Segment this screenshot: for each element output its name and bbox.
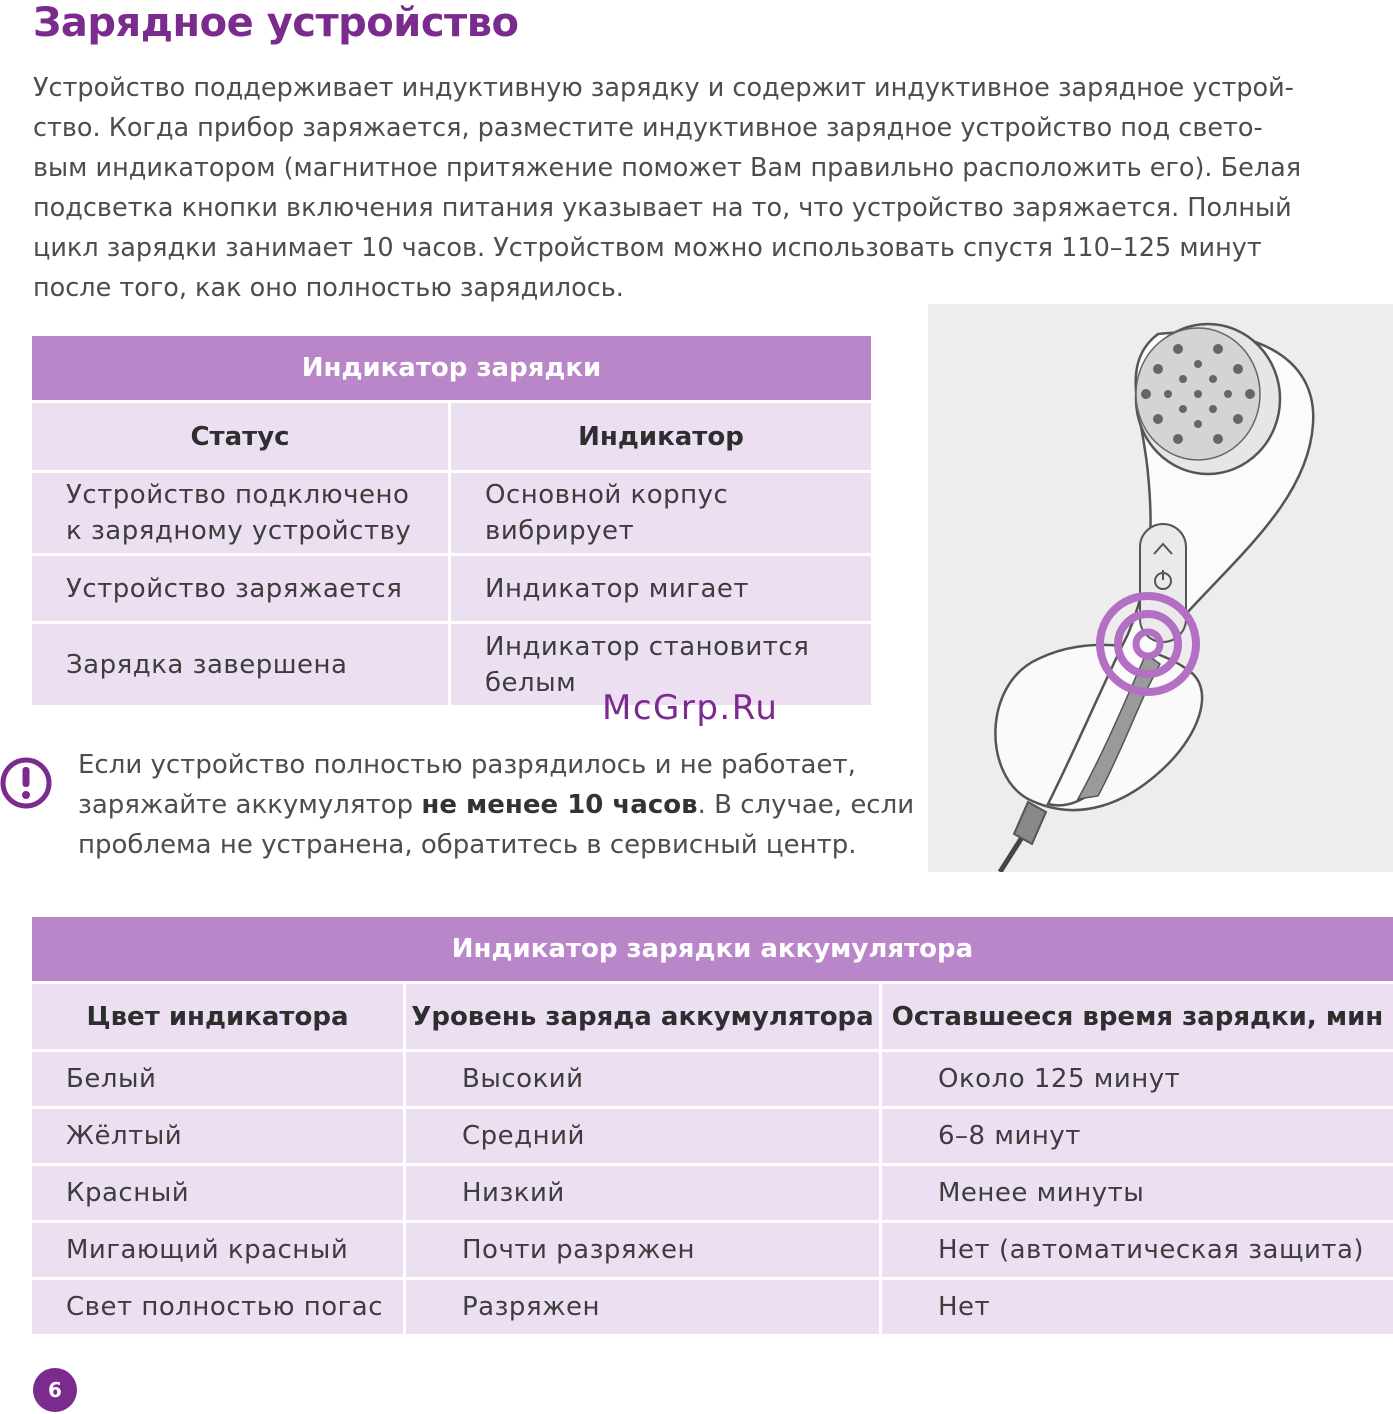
table-row [32,1109,1393,1166]
warning-text: заряжайте аккумулятор [78,790,422,820]
cell-line: Устройство подключено [66,480,410,510]
color-cell: Свет полностью погас [32,1280,406,1334]
column-header-status: Статус [32,403,451,473]
cell-line: Устройство заряжается [66,573,403,604]
column-header-level: Уровень заряда аккумулятора [406,984,882,1052]
intro-line: вым индикатором (магнитное притяжение поможет Вам правильно расположить его). Белая [33,153,1302,183]
intro-line: подсветка кнопки включения питания указывает на то, что устройство заряжается. Полный [33,193,1292,223]
table-row [32,473,871,556]
level-cell: Разряжен [406,1280,882,1334]
intro-line: после того, как оно полностью зарядилось. [33,273,624,303]
page-number: 6 [33,1368,77,1412]
cell-line: Индикатор мигает [485,573,750,604]
warning-line: проблема не устранена, обратитесь в сервисный центр. [78,830,857,860]
status-cell [32,624,451,705]
indicator-cell [451,473,871,556]
level-cell: Средний [406,1109,882,1166]
warning-note [78,745,915,865]
warning-line [78,785,915,825]
cleansing-brush-drawing [928,304,1393,872]
battery-indicator-table [32,917,1393,1334]
table-row [32,1166,1393,1223]
intro-line: ство. Когда прибор заряжается, разместите индуктивное зарядное устройство под свето- [33,113,1263,143]
warning-icon [0,752,52,814]
color-cell: Мигающий красный [32,1223,406,1280]
table-caption: Индикатор зарядки [32,336,871,403]
column-header-color: Цвет индикатора [32,984,406,1052]
color-cell: Белый [32,1052,406,1109]
intro-paragraph [33,68,1393,308]
intro-line: цикл зарядки занимает 10 часов. Устройством можно использовать спустя 110–125 минут [33,233,1262,263]
time-cell: Менее минуты [882,1166,1393,1223]
time-cell: Нет (автоматическая защита) [882,1223,1393,1280]
warning-line: Если устройство полностью разрядилось и не работает, [78,750,856,780]
level-cell: Низкий [406,1166,882,1223]
status-cell [32,556,451,624]
time-cell: Около 125 минут [882,1052,1393,1109]
cell-line: Зарядка завершена [66,649,348,680]
status-cell [32,473,451,556]
indicator-cell [451,556,871,624]
cell-line: белым [485,667,577,698]
warning-text: . В случае, если [697,790,915,820]
table-caption: Индикатор зарядки аккумулятора [32,917,1393,984]
level-cell: Почти разряжен [406,1223,882,1280]
device-illustration [928,304,1393,872]
intro-line: Устройство поддерживает индуктивную зарядку и содержит индуктивное зарядное устрой- [33,73,1294,103]
level-cell: Высокий [406,1052,882,1109]
column-header-indicator: Индикатор [451,403,871,473]
warning-emphasis: не менее 10 часов [421,790,698,820]
charge-indicator-table [32,336,871,705]
cell-line: вибрирует [485,516,635,546]
color-cell: Красный [32,1166,406,1223]
page-title: Зарядное устройство [33,0,519,46]
table-row [32,1052,1393,1109]
time-cell: 6–8 минут [882,1109,1393,1166]
time-cell: Нет [882,1280,1393,1334]
cell-line: к зарядному устройству [66,516,412,546]
column-header-time: Оставшееся время зарядки, мин [882,984,1393,1052]
table-row [32,556,871,624]
table-row [32,1223,1393,1280]
cell-line: Индикатор становится [485,631,810,662]
cell-line: Основной корпус [485,480,729,510]
table-row [32,1280,1393,1334]
color-cell: Жёлтый [32,1109,406,1166]
watermark: McGrp.Ru [602,688,779,728]
